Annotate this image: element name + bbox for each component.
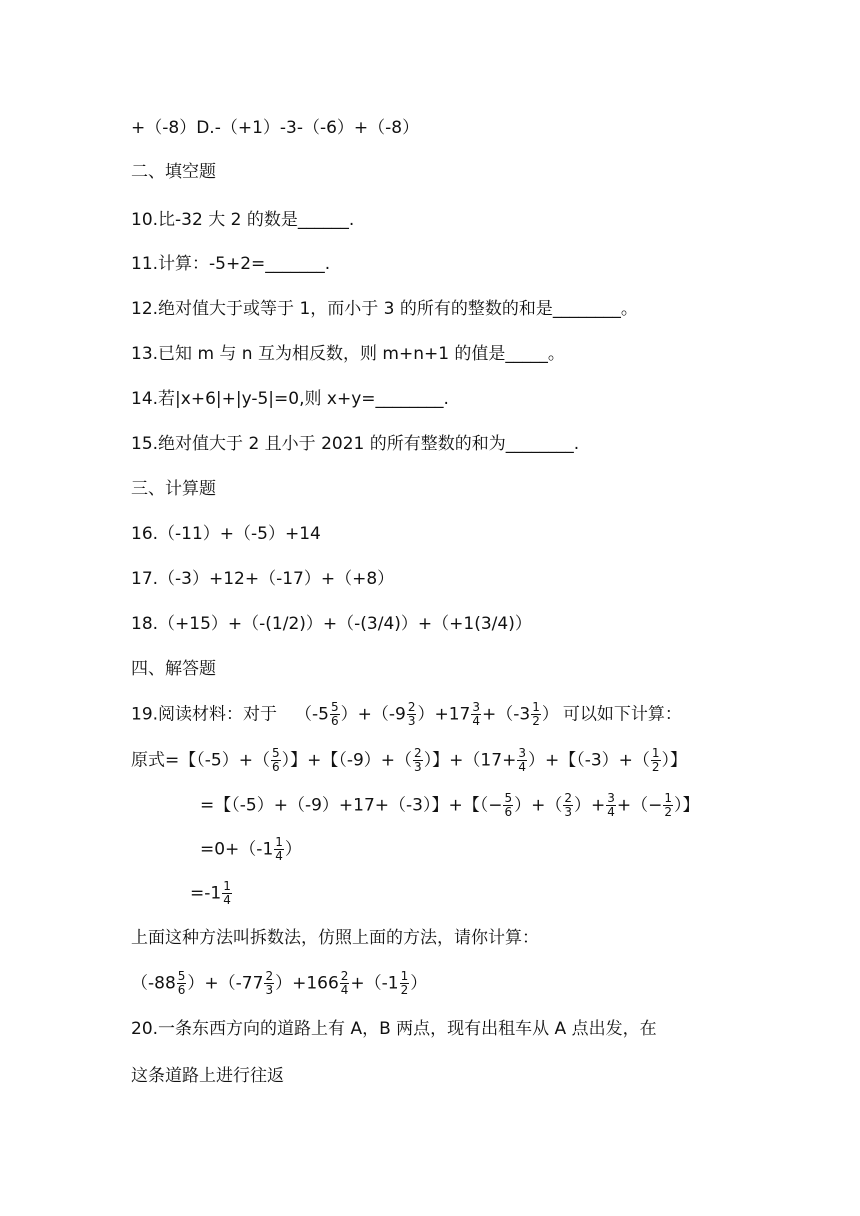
- question-14: 14.若|x+6|+|y-5|=0,则 x+y=________.: [131, 389, 449, 409]
- fraction-5-6: [503, 792, 513, 819]
- numerator: 1: [223, 879, 231, 893]
- denominator: 3: [564, 805, 572, 819]
- q19-work-line-1: [131, 747, 687, 774]
- question-20-line-2: 这条道路上进行往返: [131, 1066, 284, 1086]
- denominator: 6: [271, 760, 280, 774]
- fraction-1-2: [400, 970, 410, 997]
- denominator: 6: [177, 983, 186, 997]
- fraction-1-4: [222, 880, 232, 907]
- numerator: 2: [407, 700, 416, 714]
- q19-l1-p3: ）】+（17+: [423, 750, 517, 771]
- q19-work-line-3: [200, 836, 302, 863]
- fraction-2-3: [413, 747, 423, 774]
- denominator: 3: [414, 760, 422, 774]
- denominator: 4: [223, 893, 231, 907]
- numerator: 2: [414, 746, 422, 760]
- numerator: 2: [265, 969, 274, 983]
- fraction-5-6: [271, 747, 281, 774]
- q19-l3-p1: =0+（-1: [200, 839, 274, 860]
- denominator: 3: [265, 983, 274, 997]
- q19-l2-p5: ）】: [674, 795, 700, 816]
- q19-task-expression: [131, 970, 427, 997]
- q19-task-a: （-88: [131, 973, 176, 994]
- denominator: 4: [472, 714, 481, 728]
- question-11: 11.计算：-5+2=_______.: [131, 254, 331, 274]
- q19-task-c: ）+166: [275, 973, 339, 994]
- numerator: 1: [651, 746, 660, 760]
- denominator: 6: [504, 805, 513, 819]
- numerator: 1: [664, 791, 673, 805]
- q19-tail-text: 可以如下计算：: [562, 704, 682, 725]
- fraction-3-4: [606, 792, 616, 819]
- q19-expr-a: （-5: [295, 704, 329, 725]
- question-19-intro: [131, 701, 682, 728]
- denominator: 4: [275, 849, 283, 863]
- fraction-2-3: [407, 701, 417, 728]
- numerator: 1: [400, 969, 409, 983]
- question-10: 10.比-32 大 2 的数是______.: [131, 210, 355, 230]
- q19-l2-p4: +（−: [616, 795, 663, 816]
- numerator: 3: [607, 791, 615, 805]
- q19-intro-text: 19.阅读材料：对于: [131, 704, 278, 725]
- fraction-1-2: [531, 701, 541, 728]
- section-heading-fill-blank: 二、填空题: [131, 162, 216, 182]
- q19-expr-d: +（-3: [482, 704, 531, 725]
- denominator: 2: [651, 760, 660, 774]
- q19-expr-c: ）+17: [417, 704, 471, 725]
- q19-l3-p2: ）: [284, 839, 302, 860]
- section-heading-answer: 四、解答题: [131, 659, 216, 679]
- q19-expr-e: ）: [541, 704, 559, 725]
- numerator: 2: [340, 969, 349, 983]
- denominator: 2: [400, 983, 409, 997]
- section-heading-calculation: 三、计算题: [131, 479, 216, 499]
- q19-work-line-4: [190, 880, 233, 907]
- denominator: 3: [407, 714, 416, 728]
- numerator: 5: [271, 746, 280, 760]
- numerator: 5: [331, 700, 339, 714]
- fraction-1-2: [663, 792, 673, 819]
- q19-task-d: +（-1: [350, 973, 399, 994]
- question-13: 13.已知 m 与 n 互为相反数，则 m+n+1 的值是_____。: [131, 344, 565, 364]
- fraction-2-4: [340, 970, 350, 997]
- denominator: 2: [532, 714, 540, 728]
- fraction-5-6: [330, 701, 340, 728]
- q19-orig-label: 原式=: [131, 750, 180, 771]
- q19-expr-b: ）+（-9: [340, 704, 406, 725]
- question-20-line-1: 20.一条东西方向的道路上有 A，B 两点，现有出租车从 A 点出发，在: [131, 1019, 657, 1039]
- numerator: 1: [275, 835, 283, 849]
- q19-l1-p2: ）】+【（-9）+（: [281, 750, 413, 771]
- numerator: 5: [177, 969, 186, 983]
- q19-task-e: ）: [410, 973, 428, 994]
- numerator: 2: [564, 791, 572, 805]
- question-12: 12.绝对值大于或等于 1，而小于 3 的所有的整数的和是________。: [131, 299, 638, 319]
- numerator: 1: [532, 700, 540, 714]
- q19-l4-p1: =-1: [190, 883, 222, 904]
- numerator: 5: [504, 791, 513, 805]
- numerator: 3: [518, 746, 526, 760]
- question-16: 16.（-11）+（-5）+14: [131, 524, 321, 544]
- denominator: 4: [607, 805, 615, 819]
- fraction-3-4: [517, 747, 527, 774]
- fraction-2-3: [563, 792, 573, 819]
- fraction-3-4: [471, 701, 481, 728]
- denominator: 4: [518, 760, 526, 774]
- q19-l2-p2: ）+（: [514, 795, 563, 816]
- denominator: 4: [340, 983, 349, 997]
- q19-task-b: ）+（-77: [187, 973, 264, 994]
- q19-l2-p3: ）+: [573, 795, 606, 816]
- q19-instruction: 上面这种方法叫拆数法，仿照上面的方法，请你计算：: [131, 928, 539, 948]
- fraction-1-4: [274, 836, 284, 863]
- fraction-5-6: [177, 970, 187, 997]
- fraction-1-2: [651, 747, 661, 774]
- q19-l1-p5: ）】: [661, 750, 688, 771]
- denominator: 6: [331, 714, 339, 728]
- q19-l1-p4: ）+【（-3）+（: [527, 750, 650, 771]
- question-17: 17.（-3）+12+（-17）+（+8）: [131, 569, 395, 589]
- numerator: 3: [472, 700, 481, 714]
- q19-l1-p1: 【（-5）+（: [179, 750, 270, 771]
- fraction-2-3: [264, 970, 274, 997]
- denominator: 2: [664, 805, 673, 819]
- question-15: 15.绝对值大于 2 且小于 2021 的所有整数的和为________.: [131, 434, 580, 454]
- question-18: 18.（+15）+（-(1/2)）+（-(3/4)）+（+1(3/4)）: [131, 614, 532, 634]
- q19-l2-p1: =【（-5）+（-9）+17+（-3）】+【（−: [200, 795, 503, 816]
- line-answer-options: +（-8）D.-（+1）-3-（-6）+（-8）: [131, 118, 420, 138]
- q19-work-line-2: [200, 792, 700, 819]
